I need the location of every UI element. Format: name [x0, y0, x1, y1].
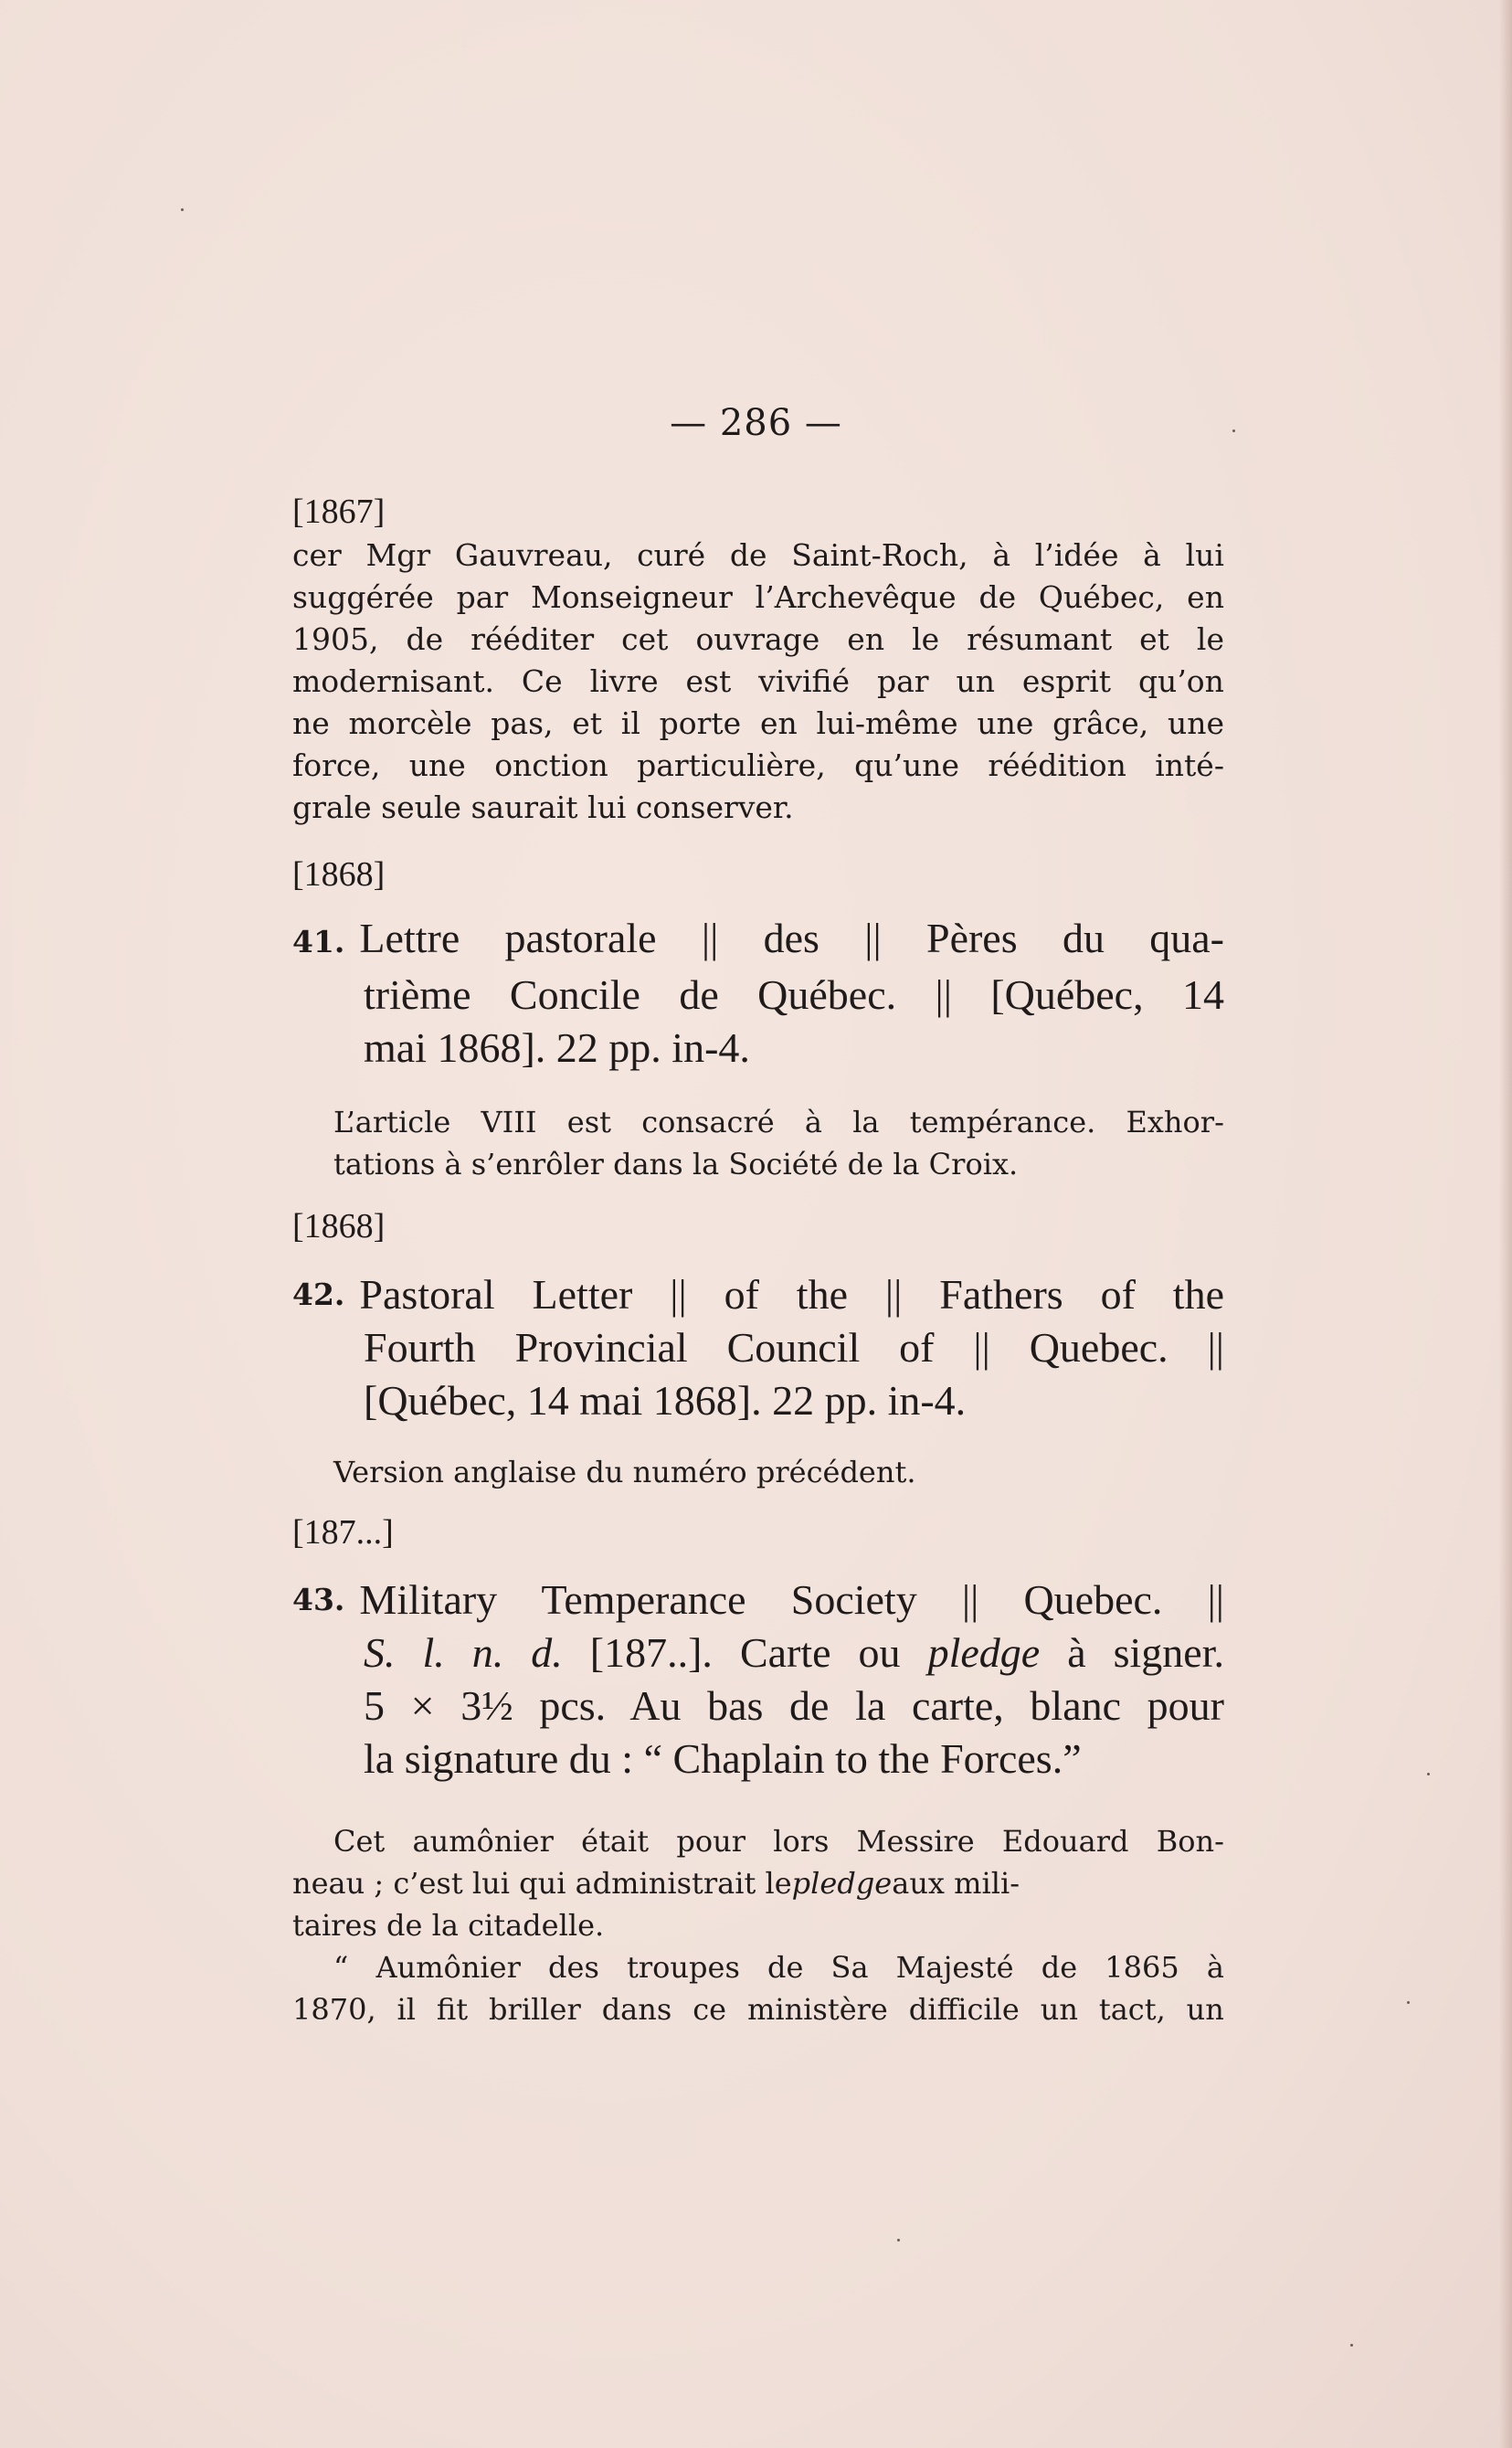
note-line: neau ; c’est lui qui administrait le pledge aux mili- [292, 1862, 1224, 1904]
continuation-text [292, 535, 1224, 829]
entry-number: 41. [292, 924, 345, 959]
text-line: cer Mgr Gauvreau, curé de Saint-Roch, à l’idée à lui [292, 537, 1224, 573]
date-bracket: [1868] [292, 1207, 386, 1245]
note-line: Cet aumônier était pour lors Messire Edouard Bon- [333, 1824, 1224, 1859]
note-line: taires de la citadelle. [292, 1908, 605, 1943]
paper-speck [1350, 2344, 1353, 2347]
note-line: L’article VIII est consacré à la tempérance. Exhor- [333, 1105, 1224, 1139]
note-line: tations à s’enrôler dans la Société de la Croix. [333, 1147, 1019, 1182]
italic-word: pledge [791, 1866, 893, 1901]
paper-speck [181, 208, 184, 211]
date-bracket: [1867] [292, 493, 386, 531]
text-line: suggérée par Monseigneur l’Archevêque de Québec, en [292, 579, 1224, 615]
entry-line: S. l. n. d. [187..]. Carte ou pledge à signer. [364, 1629, 1224, 1676]
italic-word: pledge [927, 1629, 1041, 1676]
entry-41 [292, 912, 1224, 1075]
entry-line: Fourth Provincial Council of || Quebec. || [364, 1324, 1224, 1371]
entry-41-note [333, 1101, 1224, 1185]
entry-line [292, 1574, 1224, 1627]
paper-speck [1232, 429, 1235, 432]
entry-line: 5 × 3½ pcs. Au bas de la carte, blanc pour [364, 1682, 1224, 1729]
date-bracket: [1868] [292, 855, 386, 894]
entry-title-line: Military Temperance Society || Quebec. || [359, 1576, 1224, 1623]
note-line: “ Aumônier des troupes de Sa Majesté de 1865 à [333, 1950, 1224, 1985]
entry-title-line: Lettre pastorale || des || Pères du qua- [359, 915, 1224, 961]
entry-42 [292, 1268, 1224, 1427]
paper-speck [1407, 2001, 1410, 2004]
text-line: ne morcèle pas, et il porte en lui-même une grâce, une [292, 705, 1224, 741]
entry-number: 43. [292, 1582, 345, 1617]
date-bracket: [187...] [292, 1513, 394, 1552]
page-number: — 286 — [670, 402, 842, 444]
entry-title-line: Pastoral Letter || of the || Fathers of the [359, 1271, 1224, 1318]
entry-42-note [333, 1451, 1224, 1493]
entry-line [292, 912, 1224, 969]
entry-line: mai 1868]. 22 pp. in-4. [364, 1024, 750, 1071]
text-line: force, une onction particulière, qu’une réédition inté- [292, 747, 1224, 783]
note-line: 1870, il fit briller dans ce ministère difficile un tact, un [292, 1992, 1224, 2027]
entry-line: [Québec, 14 mai 1868]. 22 pp. in-4. [364, 1377, 967, 1424]
italic-abbrev: S. l. n. d. [364, 1629, 563, 1676]
text-line: grale seule saurait lui conserver. [292, 790, 794, 825]
note-line: Version anglaise du numéro précédent. [333, 1455, 916, 1489]
text-line: 1905, de rééditer cet ouvrage en le résumant et le [292, 621, 1224, 657]
text-line: modernisant. Ce livre est vivifié par un esprit qu’on [292, 663, 1224, 699]
entry-number: 42. [292, 1277, 345, 1312]
entry-line [292, 1268, 1224, 1321]
paper-speck [1427, 1773, 1430, 1775]
entry-line: la signature du : “ Chaplain to the Forces.” [364, 1735, 1082, 1782]
entry-43 [292, 1574, 1224, 1786]
continuation-block [292, 489, 1224, 829]
paper-speck [897, 2239, 900, 2241]
entry-line: trième Concile de Québec. || [Québec, 14 [364, 971, 1224, 1018]
entry-43-note [292, 1820, 1224, 2030]
page-edge-shadow [1499, 0, 1512, 2448]
